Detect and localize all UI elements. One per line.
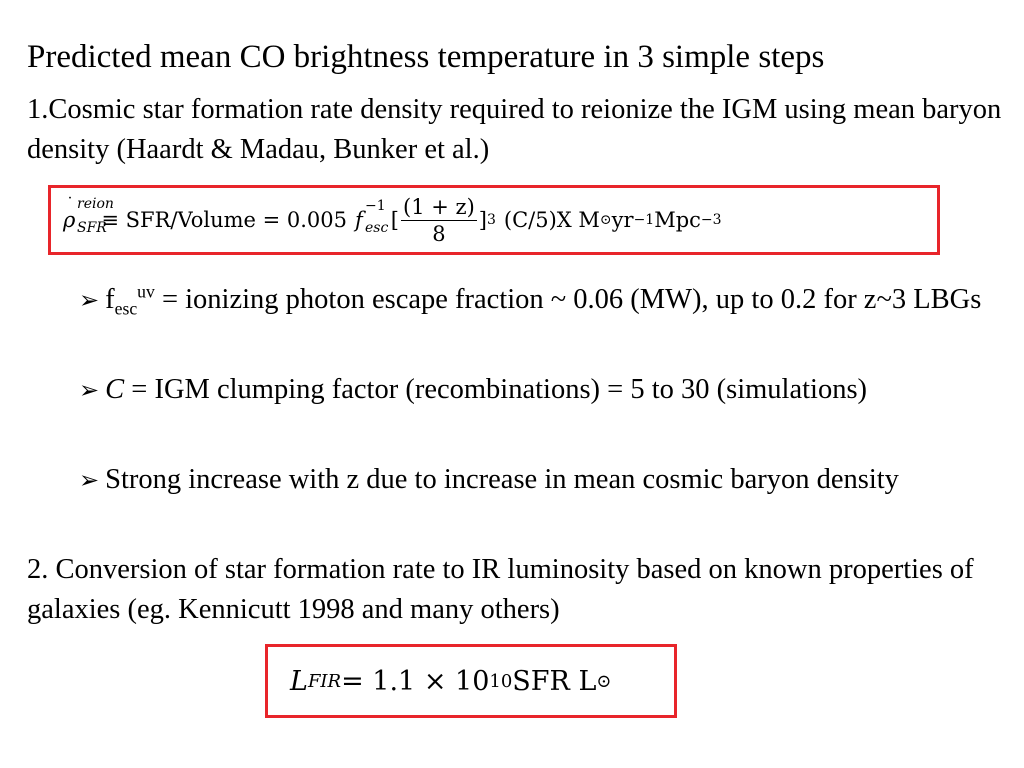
- reionization-sfr-equation-box: [48, 185, 940, 255]
- mpc-exponent: −3: [700, 212, 722, 228]
- redshift-fraction: [401, 194, 477, 247]
- rho-subscript: SFR: [77, 220, 107, 236]
- arrow-bullet-icon: ➢: [79, 466, 100, 494]
- luminosity-units: SFR L: [512, 665, 597, 697]
- f-superscript: −1: [365, 198, 386, 214]
- arrow-bullet-icon: ➢: [79, 376, 100, 404]
- rho-dot: ˙: [66, 194, 74, 213]
- fraction-denominator: 8: [432, 221, 446, 246]
- cube-exponent: 3: [486, 212, 496, 228]
- luminosity-subscript: FIR: [307, 670, 342, 692]
- equation-coefficient: = 1.1 × 10: [341, 665, 490, 697]
- solar-symbol: ⊙: [599, 212, 612, 228]
- yr-exponent: −1: [633, 212, 655, 228]
- arrow-bullet-icon: ➢: [79, 286, 100, 314]
- bullet-redshift-increase: [79, 460, 999, 500]
- step-1-text: 1.Cosmic star formation rate density required to reionize the IGM using mean baryon density (Haardt & Madau, Bunker et al.): [27, 94, 1002, 165]
- left-bracket: [: [390, 208, 399, 232]
- right-bracket: ]: [478, 208, 487, 232]
- rho-glyph: ρ: [63, 208, 76, 232]
- luminosity-symbol: L: [290, 665, 308, 697]
- equation-equivalence: ≡ SFR/Volume = 0.005: [101, 208, 348, 232]
- fir-luminosity-equation: [290, 647, 611, 715]
- power-exponent: 10: [489, 670, 513, 692]
- f-symbol: f: [105, 284, 115, 315]
- rho-symbol: [63, 194, 114, 236]
- reionization-sfr-equation: [63, 188, 722, 252]
- fraction-numerator: (1 + z): [403, 194, 475, 219]
- f-superscript: uv: [137, 281, 155, 302]
- mpc-unit: Mpc: [654, 208, 701, 232]
- clumping-term: (C/5)X M: [503, 208, 600, 232]
- clumping-symbol: C: [105, 374, 125, 405]
- yr-unit: yr: [611, 208, 634, 232]
- f-glyph: f: [355, 208, 363, 232]
- slide-title: Predicted mean CO brightness temperature in 3 simple steps: [27, 39, 825, 75]
- step-2-text: 2. Conversion of star formation rate to IR luminosity based on known properties of galaxies (eg. Kennicutt 1998 and many others): [27, 554, 974, 625]
- f-esc-symbol: [355, 198, 389, 236]
- bullet-text: = IGM clumping factor (recombinations) = 5 to 30 (simulations): [124, 374, 868, 405]
- bullet-escape-fraction: [79, 280, 999, 320]
- f-subscript: esc: [365, 220, 389, 236]
- bullet-text: = ionizing photon escape fraction ~ 0.06 (MW), up to 0.2 for z~3 LBGs: [154, 284, 982, 315]
- rho-superscript: reion: [77, 196, 114, 212]
- f-subscript: esc: [114, 298, 138, 319]
- bullet-clumping-factor: [79, 370, 999, 410]
- solar-symbol: ⊙: [596, 670, 612, 692]
- bullet-text: Strong increase with z due to increase in mean cosmic baryon density: [105, 464, 899, 495]
- fir-luminosity-equation-box: [265, 644, 677, 718]
